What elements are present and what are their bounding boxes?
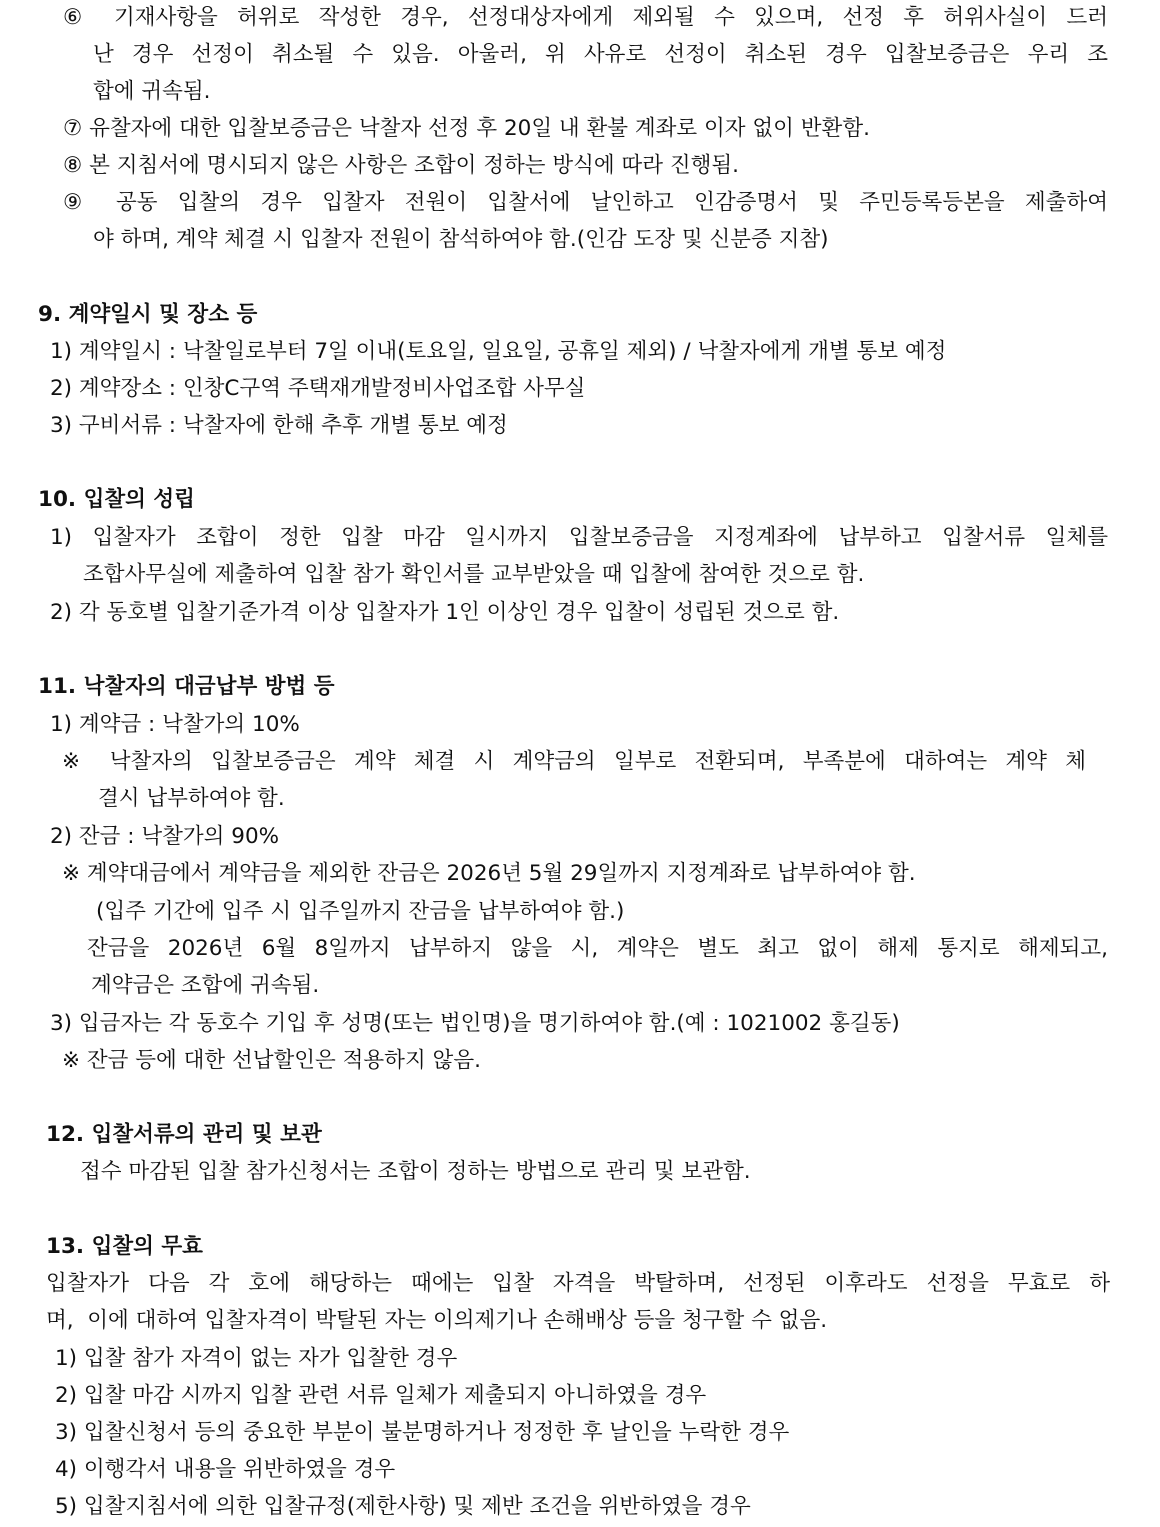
- section-13-item-4: 4) 이행각서 내용을 위반하였을 경우: [55, 1457, 396, 1482]
- section-11-note-2c: 잔금을 2026년 6월 8일까지 납부하지 않을 시, 계약은 별도 최고 없이 해제 통지로 해제되고,: [87, 936, 1108, 961]
- section-9-item-2: 2) 계약장소 : 인창C구역 주택재개발정비사업조합 사무실: [50, 376, 586, 401]
- section-13-item-1: 1) 입찰 참가 자격이 없는 자가 입찰한 경우: [55, 1346, 458, 1371]
- section-11-item-1: 1) 계약금 : 낙찰가의 10%: [50, 712, 300, 737]
- section-9-item-3: 3) 구비서류 : 낙찰자에 한해 추후 개별 통보 예정: [50, 413, 508, 438]
- section-13-item-5: 5) 입찰지침서에 의한 입찰규정(제한사항) 및 제반 조건을 위반하였을 경우: [55, 1494, 751, 1519]
- item8-line7: ⑦ 유찰자에 대한 입찰보증금은 낙찰자 선정 후 20일 내 환불 계좌로 이자 없이 반환함.: [63, 116, 870, 141]
- section-11-item-3: 3) 입금자는 각 동호수 기입 후 성명(또는 법인명)을 명기하여야 함.(예 : 1021002 홍길동): [50, 1011, 900, 1036]
- section-11-note-1a: ※ 낙찰자의 입찰보증금은 계약 체결 시 계약금의 일부로 전환되며, 부족분에 대하여는 계약 체: [62, 749, 1086, 774]
- section-13-title: 13. 입찰의 무효: [46, 1234, 203, 1259]
- item8-line6c: 합에 귀속됨.: [93, 79, 211, 104]
- section-11-note-1b: 결시 납부하여야 함.: [98, 786, 285, 811]
- section-11-note-2d: 계약금은 조합에 귀속됨.: [91, 973, 320, 998]
- section-13-item-2: 2) 입찰 마감 시까지 입찰 관련 서류 일체가 제출되지 아니하였을 경우: [55, 1383, 707, 1408]
- section-12-body: 접수 마감된 입찰 참가신청서는 조합이 정하는 방법으로 관리 및 보관함.: [80, 1159, 751, 1184]
- item8-line6a: ⑥ 기재사항을 허위로 작성한 경우, 선정대상자에게 제외될 수 있으며, 선정 후 허위사실이 드러: [63, 5, 1108, 30]
- section-11-note-3: ※ 잔금 등에 대한 선납할인은 적용하지 않음.: [62, 1048, 481, 1073]
- section-13-intro-a: 입찰자가 다음 각 호에 해당하는 때에는 입찰 자격을 박탈하며, 선정된 이후라도 선정을 무효로 하: [46, 1271, 1110, 1296]
- section-10-item-1a: 1) 입찰자가 조합이 정한 입찰 마감 일시까지 입찰보증금을 지정계좌에 납부하고 입찰서류 일체를: [50, 525, 1108, 550]
- section-13-item-3: 3) 입찰신청서 등의 중요한 부분이 불분명하거나 정정한 후 날인을 누락한 경우: [55, 1420, 790, 1445]
- section-11-note-2b: (입주 기간에 입주 시 입주일까지 잔금을 납부하여야 함.): [96, 899, 625, 924]
- section-11-title: 11. 낙찰자의 대금납부 방법 등: [38, 674, 335, 699]
- item8-line9b: 야 하며, 계약 체결 시 입찰자 전원이 참석하여야 함.(인감 도장 및 신분증 지참): [93, 227, 829, 252]
- item8-line9a: ⑨ 공동 입찰의 경우 입찰자 전원이 입찰서에 날인하고 인감증명서 및 주민등록등본을 제출하여: [63, 190, 1108, 215]
- section-10-item-1b: 조합사무실에 제출하여 입찰 참가 확인서를 교부받았을 때 입찰에 참여한 것으로 함.: [83, 562, 865, 587]
- section-12-title: 12. 입찰서류의 관리 및 보관: [46, 1122, 322, 1147]
- section-11-note-2a: ※ 계약대금에서 계약금을 제외한 잔금은 2026년 5월 29일까지 지정계좌로 납부하여야 함.: [62, 861, 916, 886]
- section-10-title: 10. 입찰의 성립: [38, 487, 195, 512]
- item8-line8: ⑧ 본 지침서에 명시되지 않은 사항은 조합이 정하는 방식에 따라 진행됨.: [63, 153, 739, 178]
- section-9-title: 9. 계약일시 및 장소 등: [38, 302, 258, 327]
- section-11-item-2: 2) 잔금 : 낙찰가의 90%: [50, 824, 280, 849]
- section-13-intro-b: 며, 이에 대하여 입찰자격이 박탈된 자는 이의제기나 손해배상 등을 청구할 수 없음.: [46, 1308, 828, 1333]
- section-10-item-2: 2) 각 동호별 입찰기준가격 이상 입찰자가 1인 이상인 경우 입찰이 성립된 것으로 함.: [50, 600, 840, 625]
- item8-line6b: 난 경우 선정이 취소될 수 있음. 아울러, 위 사유로 선정이 취소된 경우 입찰보증금은 우리 조: [93, 42, 1108, 67]
- section-9-item-1: 1) 계약일시 : 낙찰일로부터 7일 이내(토요일, 일요일, 공휴일 제외) / 낙찰자에게 개별 통보 예정: [50, 339, 947, 364]
